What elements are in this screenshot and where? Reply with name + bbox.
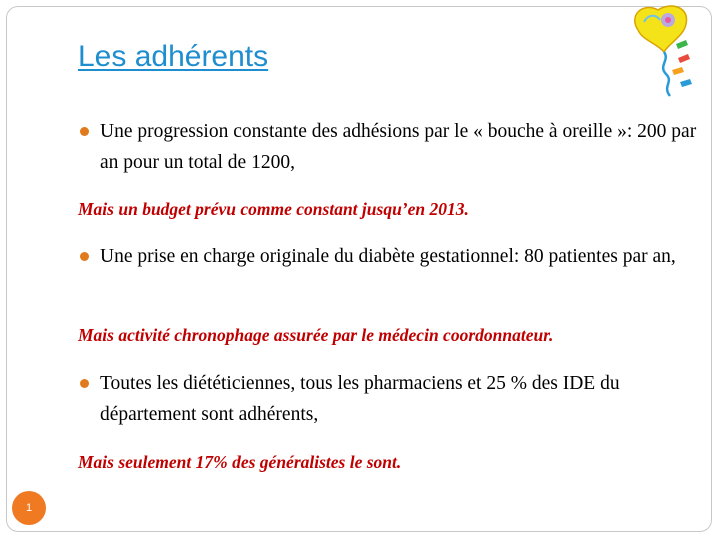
bullet-item-1: [78, 116, 698, 178]
note-item-1: Mais un budget prévu comme constant jusqu’en 2013.: [78, 199, 469, 219]
bullet-text: Une progression constante des adhésions par le « bouche à oreille »: 200 par an pour un total de 1200,: [100, 121, 697, 173]
slide-title: Les adhérents: [78, 40, 269, 73]
bullet-dot-icon: [80, 252, 89, 261]
note-item-2: Mais activité chronophage assurée par le médecin coordonnateur.: [78, 325, 554, 345]
bullet-text: Une prise en charge originale du diabète gestationnel: 80 patientes par an,: [100, 246, 676, 267]
bullet-dot-icon: [80, 379, 89, 388]
bullet-item-3: [78, 368, 698, 430]
bullet-item-2: [78, 241, 698, 272]
note-item-3: Mais seulement 17% des généralistes le sont.: [78, 452, 402, 472]
heart-balloon-logo-icon: [618, 0, 716, 100]
bullet-text: Toutes les diététiciennes, tous les pharmaciens et 25 % des IDE du département sont adhérents,: [100, 373, 620, 425]
page-number-badge: 1: [12, 491, 46, 525]
bullet-dot-icon: [80, 127, 89, 136]
